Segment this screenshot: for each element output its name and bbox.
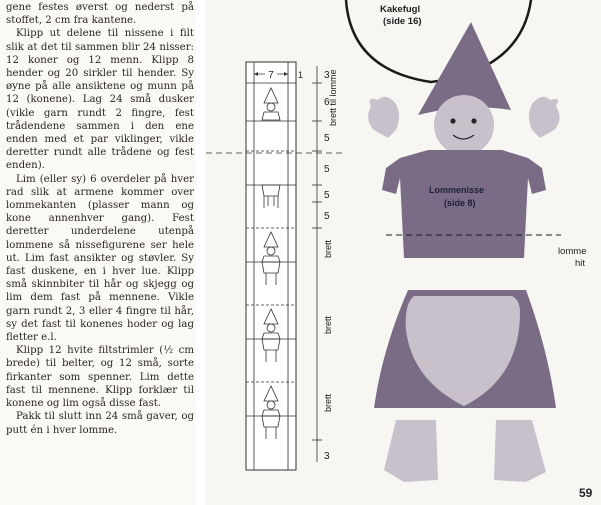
body-text [6,1,194,437]
lomme-label: lomme [558,246,587,257]
measure-1: 3 [324,70,330,81]
illustration-column [206,0,601,505]
page-number: 59 [579,486,593,500]
paragraph-4: Klipp 12 hvite filtstrimler (½ cm brede) til belter, og 12 små, sorte firkanter som spenner. Lim dette fast til mennene. Klipp forklær til konene og lim også disse fast. [6,345,194,410]
page-gutter [196,0,206,505]
nisse-eye-right [471,118,476,123]
measure-6: 5 [324,211,330,222]
paragraph-5: Pakk til slutt inn 24 små gaver, og putt én i hver lomme. [6,411,194,436]
text-column [0,0,196,505]
width-label: 7 [268,70,274,81]
boot-right [494,420,546,482]
lommenisse-label: Lommenisse [429,185,485,195]
corner-label: 1 [298,70,304,80]
measure-4: 5 [324,164,330,175]
boot-left [384,420,438,482]
fold-label-2: brett [323,315,333,334]
paragraph-1: gene festes øverst og nederst på stoffet, 2 cm fra kantene. [6,2,194,27]
mitten-right [529,97,560,138]
fold-label-1: brett [323,239,333,258]
pattern-diagram [246,62,338,470]
nisse-figure [346,0,561,482]
measure-3: 5 [324,133,330,144]
kakefugl-label: Kakefugl [380,4,421,15]
hanging-loop [346,0,531,82]
paragraph-2: Klipp ut delene til nissene i filt slik at det til sammen blir 24 nisser: 12 koner og 12 menn. Klipp 8 hender og 20 sirkler til hender. Sy øyne på alle ansiktene og munn på 12 (konene). Lag 24 små dusker (vikle garn rundt 2 fingre, fest trådendene sammen i den ene enden med et par viklinger, vikle deretter rundt alle trådene og fest enden). [6,28,194,172]
kakefugl-ref: (side 16) [383,16,422,27]
measure-7: 3 [324,451,330,462]
nisse-face [434,95,494,155]
measure-2: 6 [324,97,330,108]
mitten-left [368,97,399,138]
measure-5: 5 [324,190,330,201]
paragraph-3: Lim (eller sy) 6 overdeler på hver rad slik at armene kommer over lommekanten (plasser mann og kone annenhver gang). Fest deretter underdelene utenpå lommene så nissefigurene ser hele ut. Lim fast ansikter og støvler. Sy fast duskene, en i hver lue. Klipp små skinnbiter til hår og skjegg og lim dem fast på mennene. Vikle garn rundt 2, 3 eller 4 fingre til hår, sy det fast til konenes hoder og lag fletter e.l. [6,173,194,344]
illustration-svg [206,0,601,505]
hit-label: hit [575,258,586,269]
lommenisse-ref: (side 8) [444,198,476,208]
fold-label-top: brett til lomme [328,69,338,126]
fold-label-3: brett [323,393,333,412]
nisse-eye-left [450,118,455,123]
